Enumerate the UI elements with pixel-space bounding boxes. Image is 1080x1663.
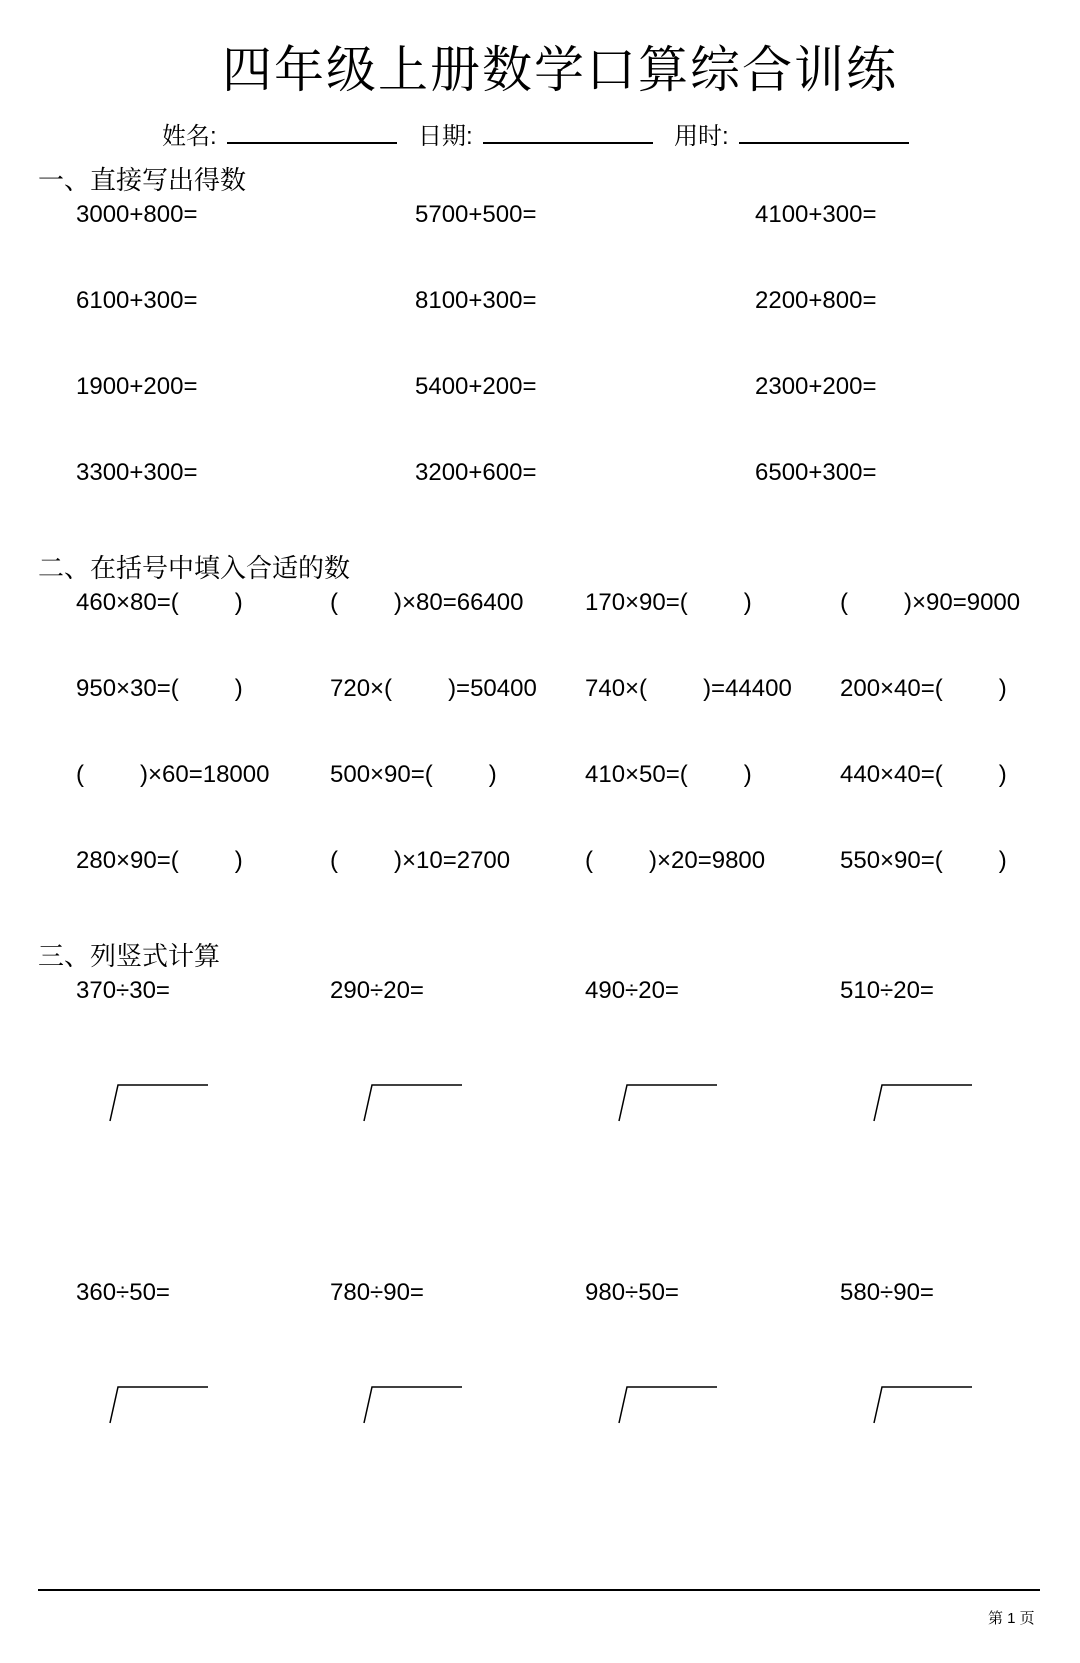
time-blank[interactable] (739, 116, 909, 144)
problem-text: 950×30=( (76, 675, 179, 702)
addition-problem: 6500+300= (755, 459, 877, 486)
addition-problem: 6100+300= (76, 287, 198, 314)
long-division-bracket (108, 1083, 208, 1123)
problem-text: ) (234, 847, 243, 874)
fill-blank-problem (840, 847, 1007, 875)
division-problem: 510÷20= (840, 977, 934, 1004)
problem-text: ) (488, 761, 497, 788)
problem-text: ) (234, 589, 243, 616)
division-problem: 780÷90= (330, 1279, 424, 1306)
problem-text: 500×90=( (330, 761, 433, 788)
problem-text: ) (998, 675, 1007, 702)
division-problem: 980÷50= (585, 1279, 679, 1306)
problem-text: 280×90=( (76, 847, 179, 874)
long-division-bracket (872, 1083, 972, 1123)
long-division-bracket (108, 1385, 208, 1425)
long-division-bracket (872, 1385, 972, 1425)
long-division-bracket (617, 1083, 717, 1123)
problem-text: 170×90=( (585, 589, 688, 616)
section-heading: 三、列竖式计算 (38, 941, 221, 971)
problem-text: ( (585, 847, 593, 874)
date-field (418, 116, 653, 151)
fill-blank-problem (76, 761, 269, 789)
addition-problem: 4100+300= (755, 201, 877, 228)
problem-text: ( (330, 589, 338, 616)
section-heading: 一、直接写出得数 (38, 165, 247, 195)
problem-text: )=50400 (448, 675, 537, 702)
page-title: 四年级上册数学口算综合训练 (222, 41, 898, 99)
fill-blank-problem (330, 589, 523, 617)
name-blank[interactable] (227, 116, 397, 144)
time-field (674, 116, 909, 151)
problem-text: ) (743, 761, 752, 788)
page-number: 第 1 页 (988, 1610, 1035, 1627)
time-label: 用时: (674, 123, 729, 150)
long-division-bracket (362, 1385, 462, 1425)
division-problem: 360÷50= (76, 1279, 170, 1306)
fill-blank-problem (585, 589, 752, 617)
problem-text: ) (998, 847, 1007, 874)
addition-problem: 1900+200= (76, 373, 198, 400)
problem-text: ( (840, 589, 848, 616)
addition-problem: 2200+800= (755, 287, 877, 314)
problem-text: ( (76, 761, 84, 788)
fill-blank-problem (840, 589, 1020, 617)
long-division-bracket (617, 1385, 717, 1425)
date-blank[interactable] (483, 116, 653, 144)
problem-text: 550×90=( (840, 847, 943, 874)
addition-problem: 3000+800= (76, 201, 198, 228)
problem-text: 740×( (585, 675, 648, 702)
date-label: 日期: (418, 123, 473, 150)
problem-text: ) (743, 589, 752, 616)
fill-blank-problem (76, 589, 243, 617)
problem-text: ) (998, 761, 1007, 788)
problem-text: )=44400 (703, 675, 792, 702)
name-field (162, 116, 397, 151)
problem-text: )×20=9800 (649, 847, 766, 874)
problem-text: ) (234, 675, 243, 702)
fill-blank-problem (840, 761, 1007, 789)
fill-blank-problem (76, 847, 243, 875)
division-problem: 490÷20= (585, 977, 679, 1004)
fill-blank-problem (585, 675, 792, 703)
fill-blank-problem (330, 675, 537, 703)
section-heading: 二、在括号中填入合适的数 (38, 553, 351, 583)
problem-text: 440×40=( (840, 761, 943, 788)
fill-blank-problem (585, 761, 752, 789)
problem-text: )×10=2700 (394, 847, 511, 874)
problem-text: 410×50=( (585, 761, 688, 788)
problem-text: 460×80=( (76, 589, 179, 616)
fill-blank-problem (330, 847, 510, 875)
problem-text: ( (330, 847, 338, 874)
addition-problem: 5700+500= (415, 201, 537, 228)
problem-text: 200×40=( (840, 675, 943, 702)
division-problem: 370÷30= (76, 977, 170, 1004)
name-label: 姓名: (162, 123, 217, 150)
problem-text: )×60=18000 (140, 761, 270, 788)
addition-problem: 5400+200= (415, 373, 537, 400)
division-problem: 290÷20= (330, 977, 424, 1004)
problem-text: )×90=9000 (904, 589, 1021, 616)
problem-text: )×80=66400 (394, 589, 524, 616)
addition-problem: 8100+300= (415, 287, 537, 314)
addition-problem: 3200+600= (415, 459, 537, 486)
fill-blank-problem (585, 847, 765, 875)
long-division-bracket (362, 1083, 462, 1123)
fill-blank-problem (840, 675, 1007, 703)
fill-blank-problem (76, 675, 243, 703)
addition-problem: 3300+300= (76, 459, 198, 486)
problem-text: 720×( (330, 675, 393, 702)
fill-blank-problem (330, 761, 497, 789)
footer-divider (38, 1589, 1040, 1591)
division-problem: 580÷90= (840, 1279, 934, 1306)
addition-problem: 2300+200= (755, 373, 877, 400)
